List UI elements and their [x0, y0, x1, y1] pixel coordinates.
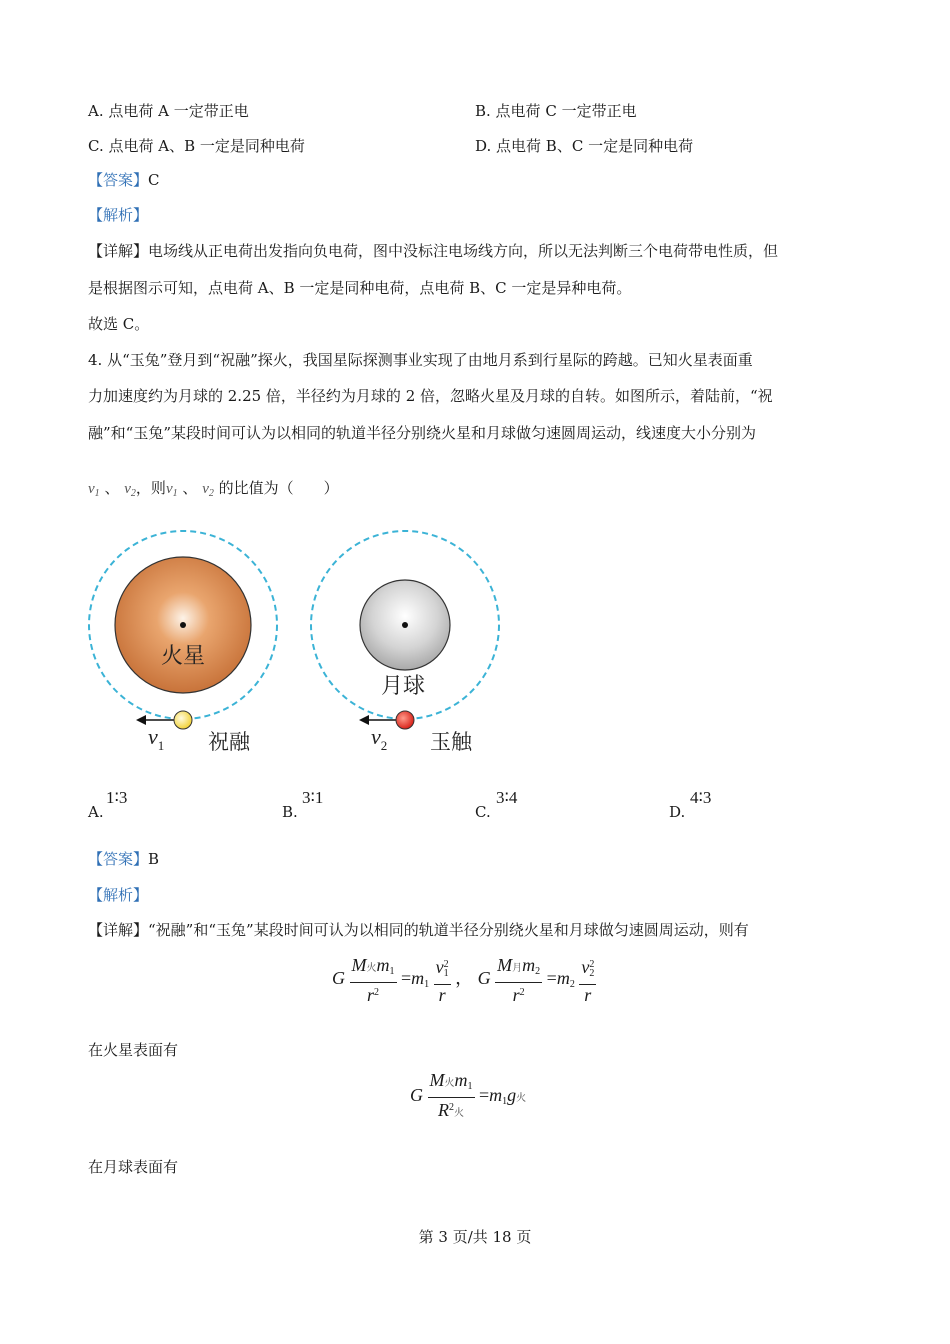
fraction-mars-surface: $\frac{M火m_1}{R^2火}$: [429, 1070, 473, 1120]
zhurong-rover: [174, 711, 192, 729]
analysis-tag: 【解析】: [88, 886, 149, 904]
detail-tag: 【详解】: [88, 921, 149, 939]
v1-arrow-head: [136, 715, 146, 725]
q4-detail-line: [88, 920, 749, 940]
mars-center: [180, 622, 186, 628]
separator-2: 、: [182, 479, 198, 497]
choice-a-letter: A.: [88, 803, 104, 821]
page-footer: 第 3 页/共 18 页: [418, 1228, 532, 1246]
answer-tag: 【答案】: [88, 171, 149, 189]
yutu-rover: [396, 711, 414, 729]
choice-d-letter: D.: [669, 803, 686, 821]
q4-analysis-line: [88, 885, 148, 905]
q4-stem-4: [88, 478, 339, 504]
moon-surface-text: 在月球表面有: [88, 1158, 179, 1176]
fraction-v2: $\frac{v_2^2}{r}$: [581, 957, 595, 1005]
option-c: C. 点电荷 A、B 一定是同种电荷: [88, 137, 305, 155]
option-b: B. 点电荷 C 一定带正电: [475, 102, 637, 120]
detail-text: 电场线从正电荷出发指向负电荷，图中没标注电场线方向，所以无法判断三个电荷带电性质，但: [148, 242, 779, 260]
choice-d-value: 4∶3: [690, 788, 712, 807]
yutu-label: 玉触: [430, 730, 472, 754]
v1-symbol: $v_1$: [88, 481, 100, 499]
mars-label: 火星: [161, 644, 206, 669]
v1-label: $v_1$: [148, 724, 165, 753]
fraction-mars-gravity: $\frac{M火m_1}{r^2}$: [351, 955, 395, 1005]
q3-detail-line-2: 是根据图示可知，点电荷 A、B 一定是同种电荷，点电荷 B、C 一定是异种电荷。: [88, 279, 632, 297]
v2-symbol: $v_2$: [124, 481, 136, 499]
then-text: ，则: [135, 479, 166, 497]
moon-center: [402, 622, 408, 628]
orbit-equations: G $\frac{M火m_1}{r^2}$ $=m_1$ $\frac{v_1^2}{r}$ ， G $\frac{M月m_2}{r^2}$ $=m_2$ $\frac{v_2^2}{r}$: [332, 955, 595, 1005]
choice-b-value: 3∶1: [302, 788, 324, 807]
mars-surface-equation: G $\frac{M火m_1}{R^2火}$ $=m_1g$火: [410, 1070, 526, 1124]
q4-answer-line: [88, 849, 159, 869]
q3-answer-line: [88, 170, 160, 190]
v1-symbol-2: $v_1$: [165, 481, 178, 499]
choice-c-letter: C.: [475, 803, 491, 821]
q4-stem-3: 融”和“玉兔”某段时间可认为以相同的轨道半径分别绕火星和月球做匀速圆周运动，线速度大小分别为: [88, 424, 757, 442]
v2-symbol-2: $v_2$: [202, 481, 214, 499]
fraction-v1: $\frac{v_1^2}{r}$: [435, 957, 449, 1005]
ratio-question: 的比值为（ ）: [218, 479, 339, 497]
analysis-tag: 【解析】: [88, 206, 149, 224]
detail-tag: 【详解】: [88, 242, 149, 260]
choice-c-value: 3∶4: [496, 788, 518, 807]
answer-value: B: [148, 850, 160, 868]
option-d: D. 点电荷 B、C 一定是同种电荷: [475, 137, 694, 155]
orbit-figure: [80, 520, 520, 770]
v2-label: $v_2$: [371, 724, 388, 753]
mars-surface-text: 在火星表面有: [88, 1041, 179, 1059]
q3-detail-line-1: [88, 241, 778, 261]
moon-label: 月球: [381, 674, 426, 699]
detail-text: “祝融”和“玉兔”某段时间可认为以相同的轨道半径分别绕火星和月球做匀速圆周运动，则有: [148, 921, 749, 939]
choice-b-letter: B.: [282, 803, 298, 821]
q3-analysis-line: [88, 205, 148, 225]
separator: 、: [104, 479, 120, 497]
q4-stem-2: 力加速度约为月球的 2.25 倍，半径约为月球的 2 倍，忽略火星及月球的自转。如图所示，着陆前，“祝: [88, 387, 773, 405]
q3-conclusion: 故选 C。: [88, 315, 150, 333]
fraction-moon-gravity: $\frac{M月m_2}{r^2}$: [497, 955, 541, 1005]
zhurong-label: 祝融: [208, 730, 250, 754]
choice-a-value: 1∶3: [106, 788, 128, 807]
q4-stem-1: 4. 从“玉兔”登月到“祝融”探火，我国星际探测事业实现了由地月系到行星际的跨越。已知火星表面重: [88, 351, 753, 369]
answer-value: C: [148, 171, 160, 189]
v2-arrow-head: [359, 715, 369, 725]
answer-tag: 【答案】: [88, 850, 149, 868]
option-a: A. 点电荷 A 一定带正电: [88, 102, 249, 120]
